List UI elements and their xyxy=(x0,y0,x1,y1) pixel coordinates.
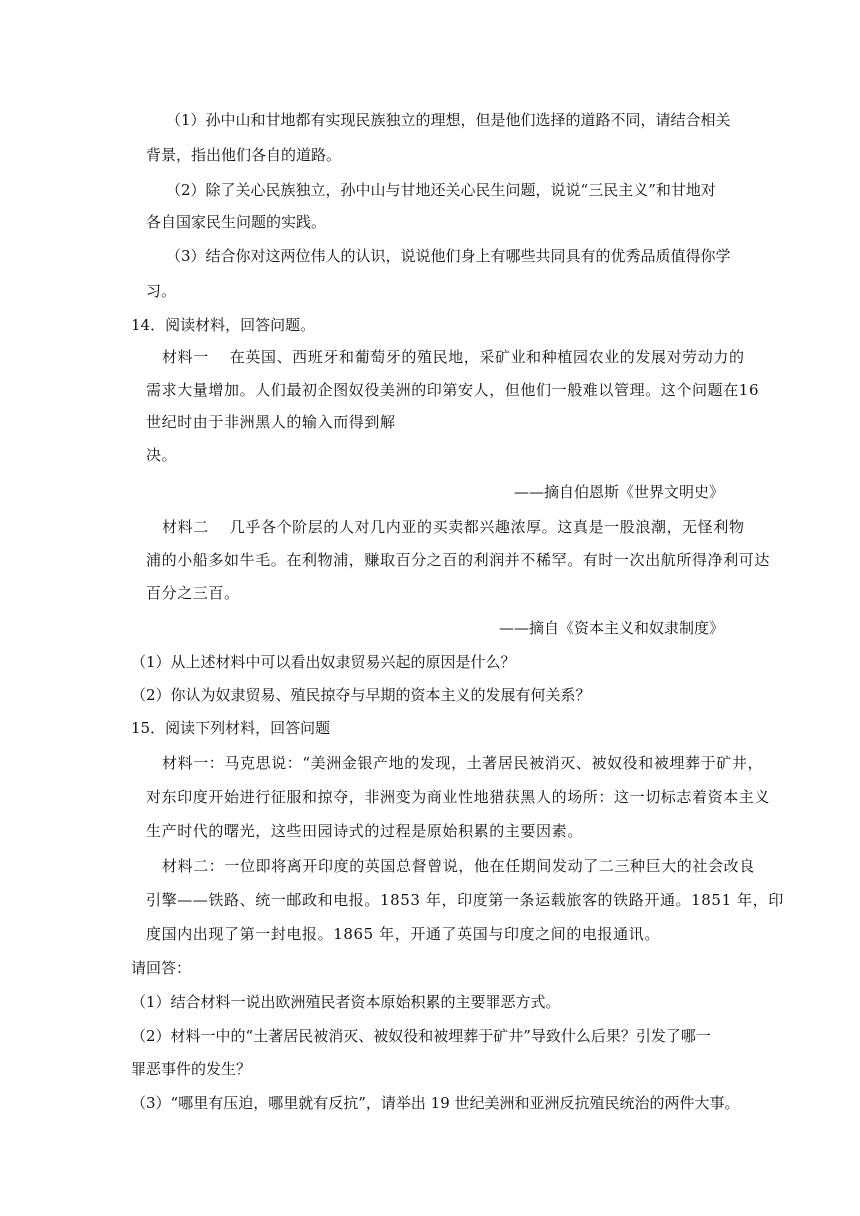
q13-sub3-line2: 习。 xyxy=(146,282,177,300)
q15-material2-line1: 材料二：一位即将离开印度的英国总督曾说，他在任期间发动了二三种巨大的社会改良 xyxy=(162,857,755,875)
q14-material1-line1: 材料一 在英国、西班牙和葡萄牙的殖民地，采矿业和种植园农业的发展对劳动力的 xyxy=(162,348,745,366)
q15-title: 15．阅读下列材料，回答问题 xyxy=(131,719,331,737)
q15-sub2-line2: 罪恶事件的发生？ xyxy=(131,1060,252,1078)
q15-sub1: （1）结合材料一说出欧洲殖民者资本原始积累的主要罪恶方式。 xyxy=(131,993,561,1011)
q14-material1-line3: 世纪时由于非洲黑人的输入而得到解 xyxy=(146,413,396,431)
q15-material2-line3: 度国内出现了第一封电报。1865 年，开通了英国与印度之间的电报通讯。 xyxy=(146,925,660,943)
q13-sub1-line1: （1）孙中山和甘地都有实现民族独立的理想，但是他们选择的道路不同，请结合相关 xyxy=(166,111,731,129)
q14-material2-line3: 百分之三百。 xyxy=(146,584,240,602)
q14-material2-line2: 浦的小船多如牛毛。在利物浦，赚取百分之百的利润并不稀罕。有时一次出航所得净利可达 xyxy=(146,551,771,569)
q15-sub3: （3）“哪里有压迫，哪里就有反抗”，请举出 19 世纪美洲和亚洲反抗殖民统治的两件大事。 xyxy=(131,1094,740,1112)
q15-sub2-line1: （2）材料一中的“土著居民被消灭、被奴役和被埋葬于矿井”导致什么后果？引发了哪一 xyxy=(131,1027,711,1045)
q14-sub2: （2）你认为奴隶贸易、殖民掠夺与早期的资本主义的发展有何关系？ xyxy=(131,686,591,704)
q15-material1-line2: 对东印度开始进行征服和掠夺，非洲变为商业性地猎获黑人的场所：这一切标志着资本主义 xyxy=(146,788,771,806)
q14-material1-source: ——摘自伯恩斯《世界文明史》 xyxy=(513,483,724,501)
q13-sub2-line1: （2）除了关心民族独立，孙中山与甘地还关心民生问题，说说“三民主义”和甘地对 xyxy=(166,181,716,199)
q15-material1-line1: 材料一：马克思说：“美洲金银产地的发现，土著居民被消灭、被奴役和被埋葬于矿井， xyxy=(162,754,764,772)
q15-material1-line3: 生产时代的曙光，这些田园诗式的过程是原始积累的主要因素。 xyxy=(146,822,583,840)
q13-sub3-line1: （3）结合你对这两位伟人的认识，说说他们身上有哪些共同具有的优秀品质值得你学 xyxy=(166,247,731,265)
q13-sub2-line2: 各自国家民生问题的实践。 xyxy=(146,213,327,231)
q14-material2-line1: 材料二 几乎各个阶层的人对几内亚的买卖都兴趣浓厚。这真是一股浪潮，无怪利物 xyxy=(162,518,745,536)
q14-sub1: （1）从上述材料中可以看出奴隶贸易兴起的原因是什么？ xyxy=(131,653,516,671)
q14-material1-line4: 决。 xyxy=(146,446,178,464)
q14-material2-source: ——摘自《资本主义和奴隶制度》 xyxy=(498,619,724,637)
q15-material2-line2: 引擎——铁路、统一邮政和电报。1853 年，印度第一条运载旅客的铁路开通。1851 年，印 xyxy=(146,891,784,909)
q13-sub1-line2: 背景，指出他们各自的道路。 xyxy=(146,146,342,164)
q15-prompt: 请回答： xyxy=(131,959,192,977)
q14-title: 14．阅读材料，回答问题。 xyxy=(131,316,316,334)
q14-material1-line2: 需求大量增加。人们最初企图奴役美洲的印第安人，但他们一般难以管理。这个问题在16 xyxy=(146,381,760,399)
